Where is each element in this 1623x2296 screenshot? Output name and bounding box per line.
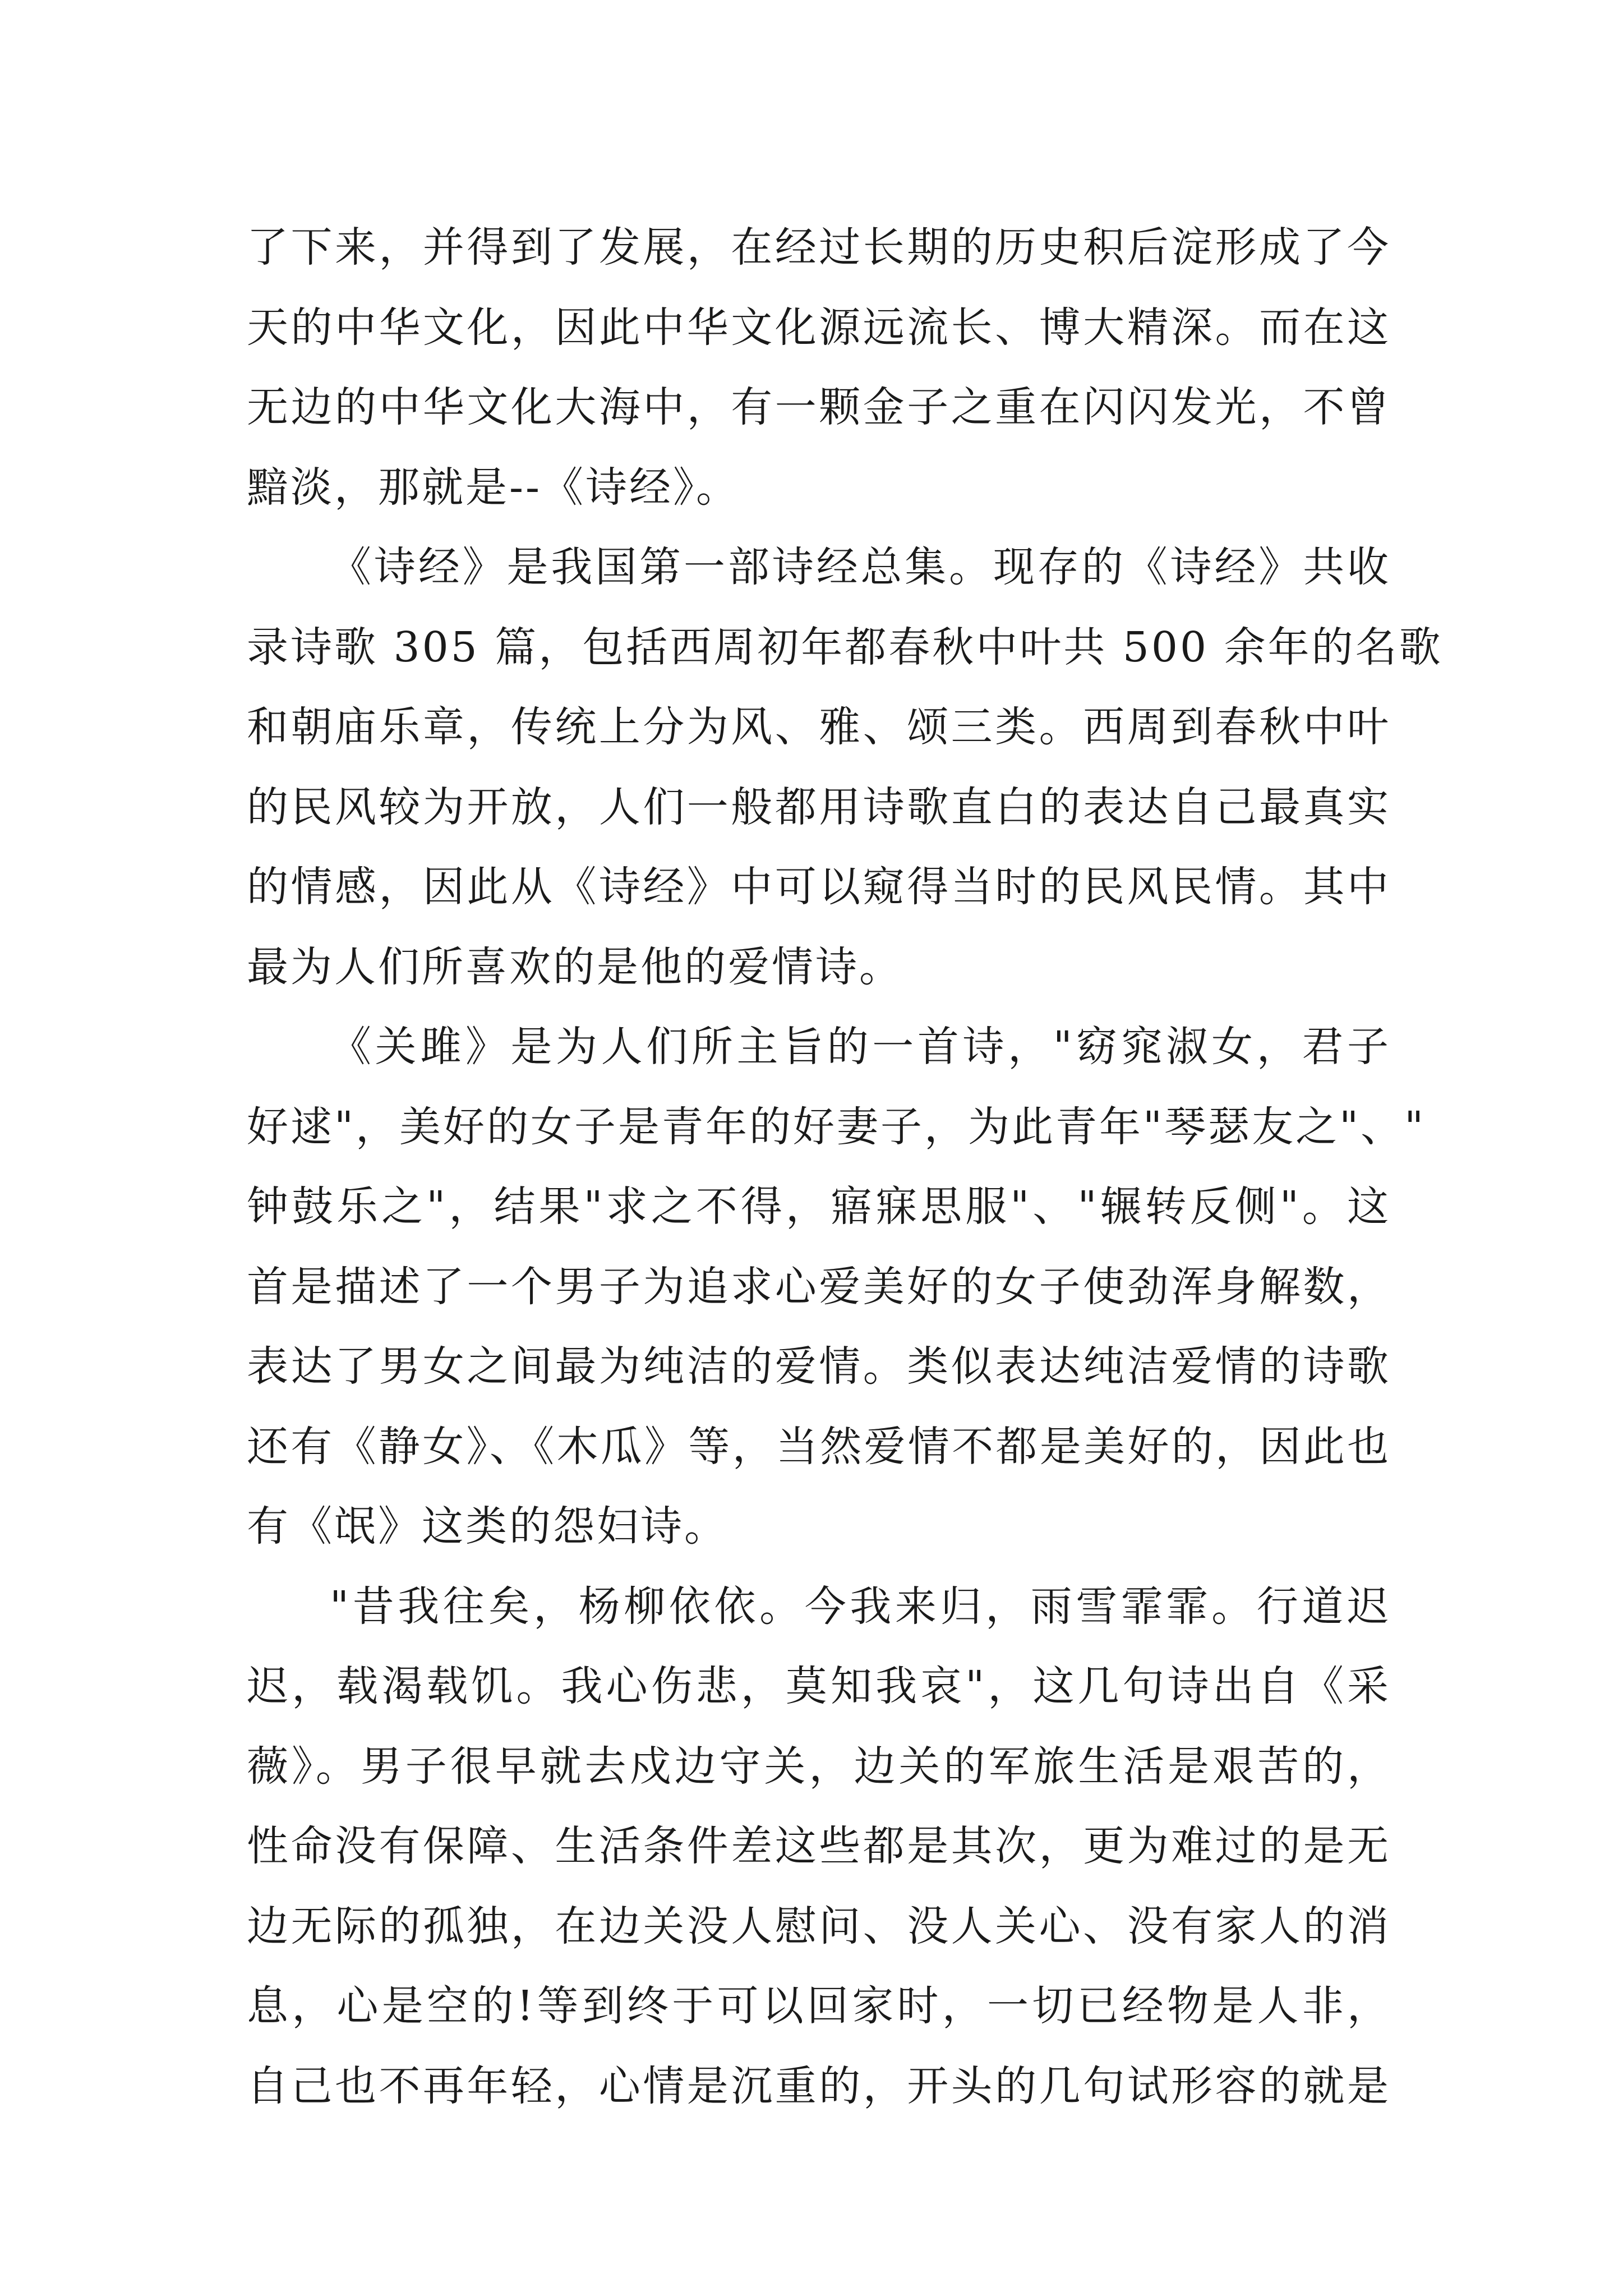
text-line: 天的中华文化，因此中华文化源远流长、博大精深。而在这 [247, 303, 1391, 352]
text-line: 钟鼓乐之"，结果"求之不得，寤寐思服"、"辗转反侧"。这 [247, 1182, 1391, 1231]
text-line: 边无际的孤独，在边关没人慰问、没人关心、没有家人的消 [247, 1902, 1391, 1950]
text-line: 首是描述了一个男子为追求心爱美好的女子使劲浑身解数， [247, 1262, 1391, 1311]
text-line: 薇》。男子很早就去戍边守关，边关的军旅生活是艰苦的， [247, 1742, 1391, 1791]
paragraph-first-line: 《关雎》是为人们所主旨的一首诗，"窈窕淑女，君子 [330, 1023, 1391, 1071]
body-text [247, 208, 1443, 2126]
text-line: 息，心是空的!等到终于可以回家时，一切已经物是人非， [247, 1982, 1391, 2030]
text-line: 录诗歌 305 篇，包括西周初年都春秋中叶共 500 余年的名歌 [247, 623, 1443, 671]
text-line: 表达了男女之间最为纯洁的爱情。类似表达纯洁爱情的诗歌 [247, 1342, 1391, 1391]
text-line: 无边的中华文化大海中，有一颗金子之重在闪闪发光，不曾 [247, 383, 1391, 431]
text-line: 了下来，并得到了发展，在经过长期的历史积后淀形成了今 [247, 223, 1391, 272]
text-line: 和朝庙乐章，传统上分为风、雅、颂三类。西周到春秋中叶 [247, 703, 1391, 751]
text-line: 迟，载渴载饥。我心伤悲，莫知我哀"，这几句诗出自《采 [247, 1662, 1391, 1710]
paragraph-first-line: 《诗经》是我国第一部诗经总集。现存的《诗经》共收 [330, 543, 1391, 591]
text-line: 性命没有保障、生活条件差这些都是其次，更为难过的是无 [247, 1822, 1391, 1870]
text-line: 最为人们所喜欢的是他的爱情诗。 [247, 942, 903, 991]
paragraph-first-line: "昔我往矣，杨柳依依。今我来归，雨雪霏霏。行道迟 [330, 1582, 1391, 1631]
text-line: 还有《静女》、《木瓜》等，当然爱情不都是美好的，因此也 [247, 1422, 1391, 1471]
text-line: 好逑"，美好的女子是青年的好妻子，为此青年"琴瑟友之"、" [247, 1102, 1426, 1151]
text-line: 的民风较为开放，人们一般都用诗歌直白的表达自己最真实 [247, 783, 1391, 831]
text-line: 的情感，因此从《诗经》中可以窥得当时的民风民情。其中 [247, 863, 1391, 911]
text-line: 自己也不再年轻，心情是沉重的，开头的几句试形容的就是 [247, 2062, 1391, 2110]
text-line: 有《氓》这类的怨妇诗。 [247, 1502, 728, 1550]
text-line: 黯淡，那就是--《诗经》。 [247, 463, 740, 512]
